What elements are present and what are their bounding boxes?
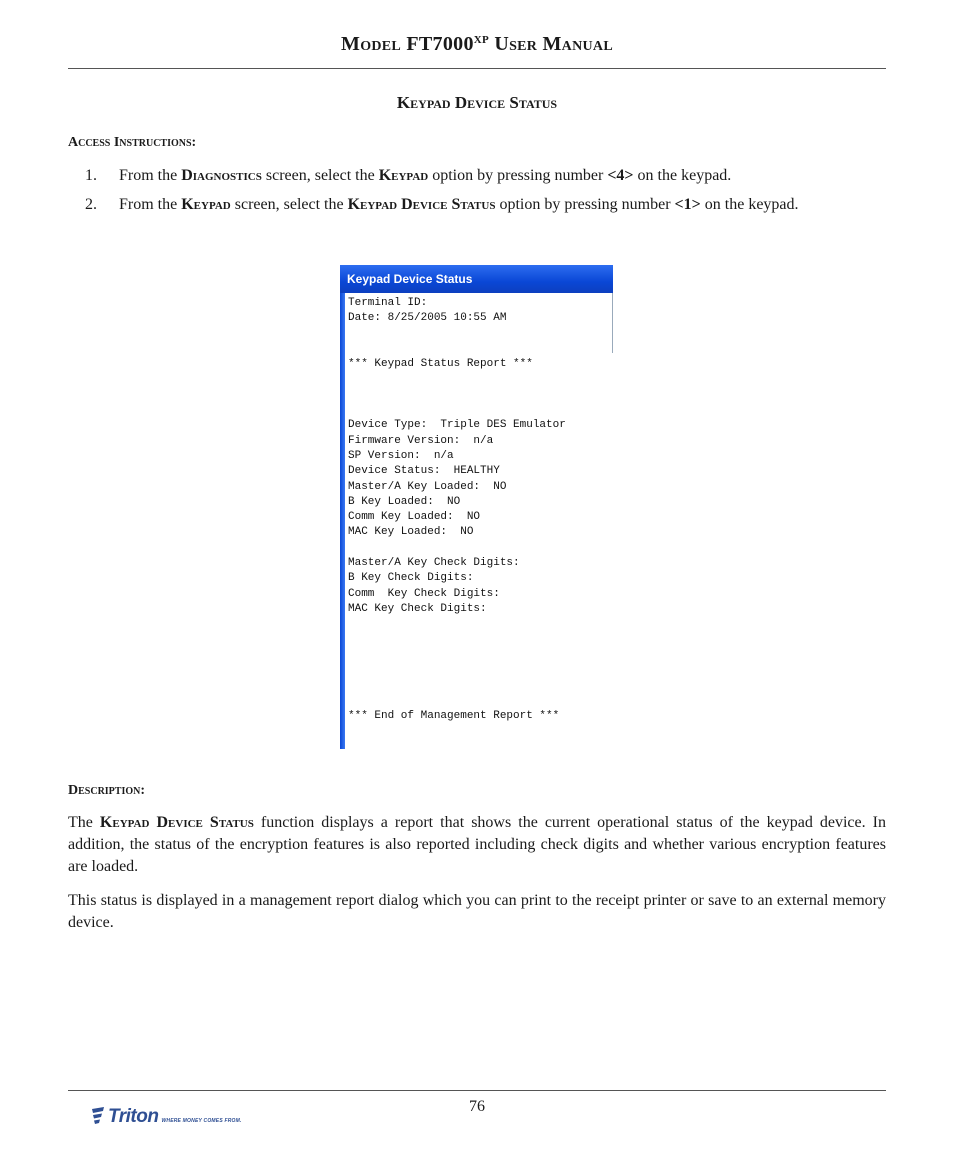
report-line: Terminal ID: <box>348 297 428 309</box>
step-key: <4> <box>607 167 634 184</box>
dialog-left-border <box>340 293 345 749</box>
step-keyword: Diagnostics <box>181 167 262 184</box>
step-text: option by pressing number <box>495 196 675 213</box>
report-line <box>348 648 609 663</box>
report-line: Comm Key Loaded: NO <box>348 511 481 524</box>
description-keyword: Keypad Device Status <box>99 814 254 831</box>
page-header <box>68 33 886 56</box>
report-line <box>348 678 609 693</box>
step-text: screen, select the <box>230 196 348 213</box>
instruction-steps <box>68 164 886 216</box>
description-paragraph-2: This status is displayed in a management report dialog which you can print to the receipt printer or save to an external memory device. <box>68 892 886 931</box>
description-heading: Description: <box>68 783 146 798</box>
step-text: on the keypad. <box>633 167 732 184</box>
step-text: From the <box>119 167 182 184</box>
report-line: Firmware Version: n/a <box>348 434 494 447</box>
step-number: 2. <box>85 196 97 213</box>
report-line <box>348 541 609 556</box>
description-text: The <box>68 814 100 831</box>
triton-logo <box>90 1106 242 1134</box>
report-line <box>348 694 609 709</box>
dialog-titlebar: Keypad Device Status <box>340 265 613 293</box>
report-line: Master/A Key Check Digits: <box>348 557 520 570</box>
report-line: Comm Key Check Digits: <box>348 587 500 600</box>
report-line: Master/A Key Loaded: NO <box>348 480 507 493</box>
access-instructions-heading: Access Instructions: <box>68 135 197 150</box>
report-line <box>348 617 609 632</box>
logo-wordmark: Triton <box>108 1106 159 1127</box>
header-product: FT7000 <box>406 33 474 55</box>
step-text: on the keypad. <box>700 196 799 213</box>
instruction-step <box>68 164 886 187</box>
triton-logo-icon <box>90 1106 106 1126</box>
header-product-sup: XP <box>473 34 490 46</box>
step-keyword: Keypad <box>378 167 429 184</box>
step-text: screen, select the <box>261 167 379 184</box>
report-text <box>348 296 609 724</box>
report-line: MAC Key Loaded: NO <box>348 526 474 539</box>
report-line: SP Version: n/a <box>348 449 454 462</box>
report-line <box>348 663 609 678</box>
description-paragraph-1 <box>68 812 886 878</box>
footer-rule <box>68 1090 886 1091</box>
report-line: Device Type: Triple DES Emulator <box>348 419 566 432</box>
step-text: option by pressing number <box>428 167 608 184</box>
section-title: Keypad Device Status <box>396 93 558 112</box>
report-line <box>348 388 609 403</box>
header-model: Model <box>341 33 402 55</box>
description-text: function displays a report that shows the current operational status of the keypad device. In addition, the status of the encryption features is also reported including check digits and whether various encryption features are loaded. <box>68 814 887 875</box>
logo-tagline: WHERE MONEY COMES FROM. <box>161 1118 242 1124</box>
report-line <box>348 342 609 357</box>
dialog-right-border <box>612 293 613 353</box>
step-text: From the <box>119 196 182 213</box>
keypad-status-screenshot <box>340 265 613 749</box>
step-keyword: Keypad <box>181 196 231 213</box>
report-line <box>348 633 609 648</box>
report-line: B Key Loaded: NO <box>348 495 461 508</box>
report-line <box>348 372 609 387</box>
report-line: Date: 8/25/2005 10:55 AM <box>348 312 507 325</box>
step-keyword: Keypad Device Status <box>347 196 496 213</box>
report-line: *** End of Management Report *** <box>348 710 560 723</box>
report-line: *** Keypad Status Report *** <box>348 358 533 371</box>
report-line <box>348 403 609 418</box>
step-key: <1> <box>674 196 701 213</box>
header-rule <box>68 68 886 69</box>
report-line: Device Status: HEALTHY <box>348 465 500 478</box>
instruction-step <box>68 193 886 216</box>
header-manual: User Manual <box>494 33 613 55</box>
page-number: 76 <box>469 1098 485 1115</box>
report-line: B Key Check Digits: <box>348 572 474 585</box>
report-line: MAC Key Check Digits: <box>348 602 487 615</box>
report-line <box>348 327 609 342</box>
step-number: 1. <box>85 167 97 184</box>
